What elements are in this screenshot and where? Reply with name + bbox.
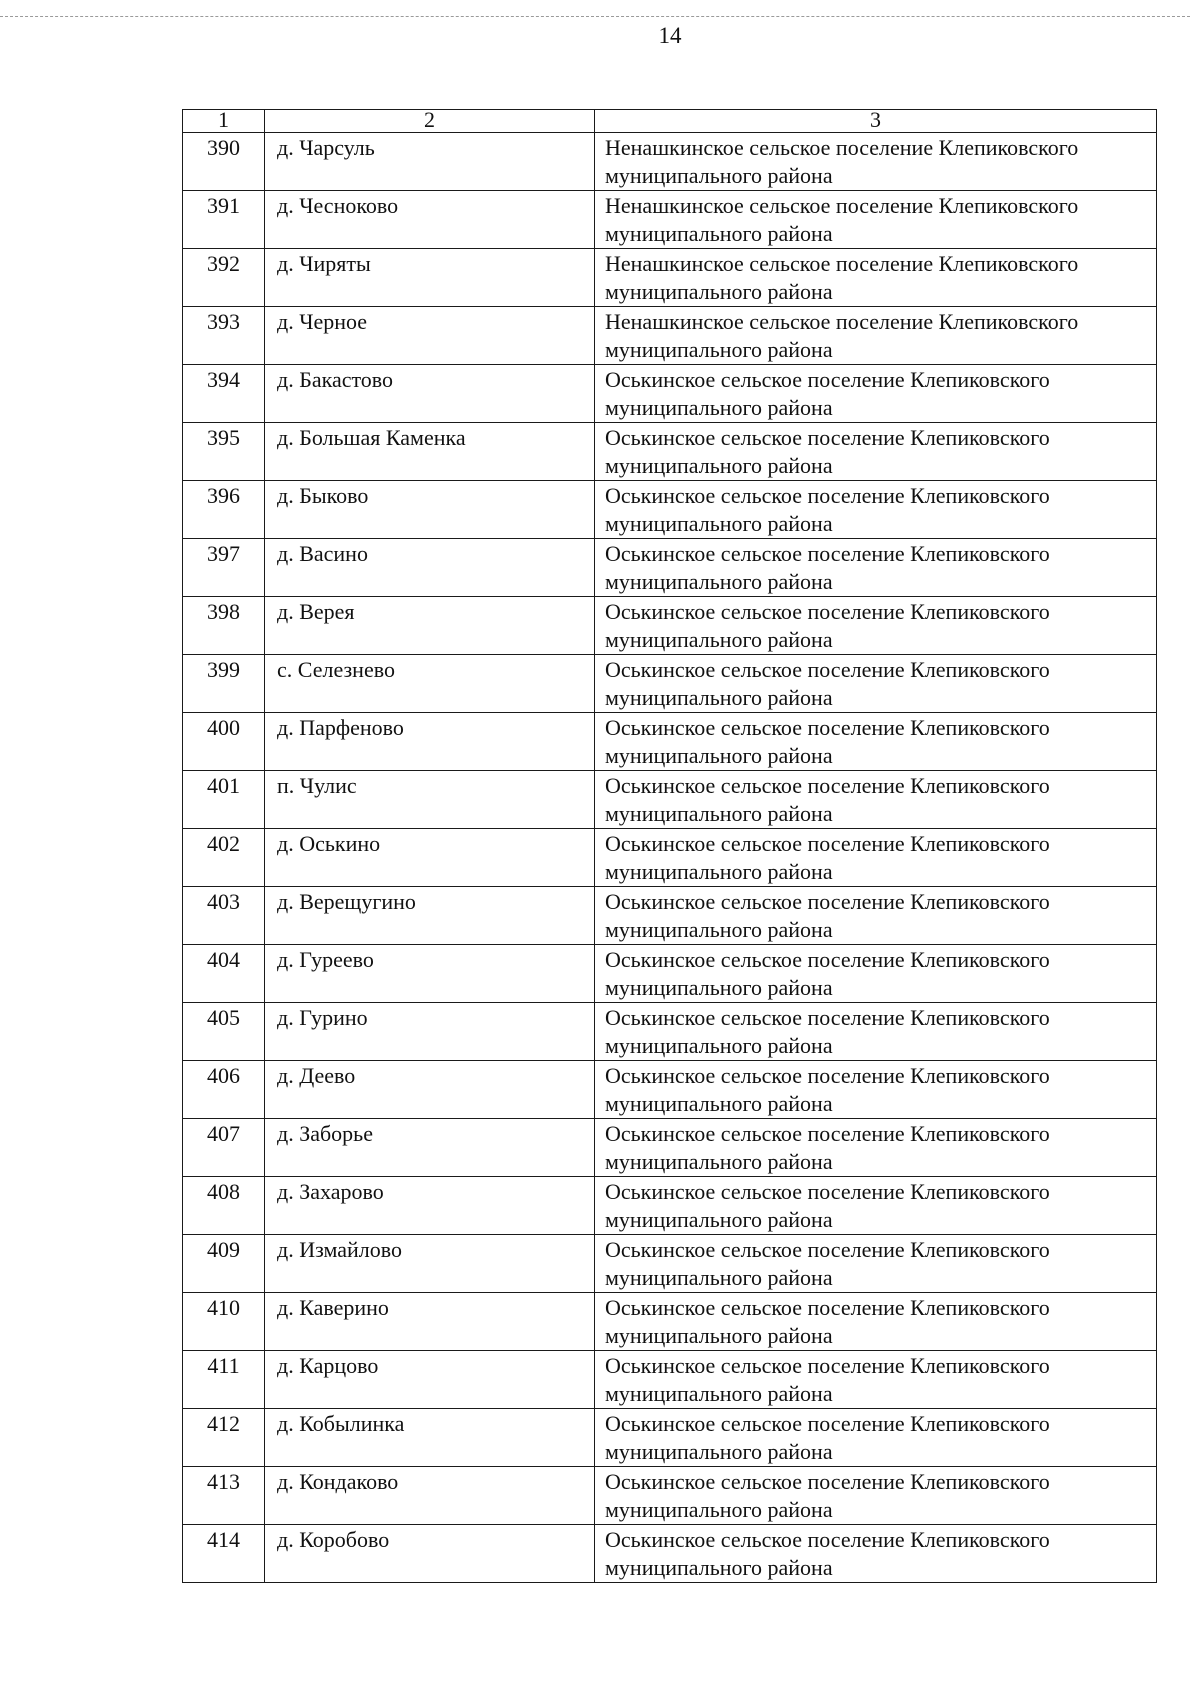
row-number: 408 <box>183 1177 265 1235</box>
municipality-line-1: Ненашкинское сельское поселение Клепиковского <box>605 309 1079 334</box>
row-number: 402 <box>183 829 265 887</box>
settlement-name: с. Селезнево <box>265 655 595 713</box>
municipality-line-2: муниципального района <box>605 1555 833 1580</box>
municipality-cell <box>595 597 1157 655</box>
settlement-name: д. Чарсуль <box>265 133 595 191</box>
municipality-line-1: Оськинское сельское поселение Клепиковского <box>605 947 1050 972</box>
municipality-cell <box>595 1525 1157 1583</box>
municipality-cell <box>595 771 1157 829</box>
table-row <box>183 829 1157 887</box>
scan-edge-line <box>0 16 1190 17</box>
row-number: 405 <box>183 1003 265 1061</box>
table-body <box>183 133 1157 1583</box>
row-number: 400 <box>183 713 265 771</box>
table-row <box>183 1235 1157 1293</box>
municipality-line-2: муниципального района <box>605 279 833 304</box>
municipality-line-1: Оськинское сельское поселение Клепиковского <box>605 831 1050 856</box>
municipality-line-1: Оськинское сельское поселение Клепиковского <box>605 483 1050 508</box>
municipality-line-2: муниципального района <box>605 395 833 420</box>
settlement-name: д. Заборье <box>265 1119 595 1177</box>
table-row <box>183 1467 1157 1525</box>
municipality-cell <box>595 365 1157 423</box>
column-header-municipality: 3 <box>595 110 1157 133</box>
settlement-name: д. Парфеново <box>265 713 595 771</box>
municipality-line-1: Оськинское сельское поселение Клепиковского <box>605 1237 1050 1262</box>
table-row <box>183 655 1157 713</box>
row-number: 414 <box>183 1525 265 1583</box>
municipality-line-2: муниципального района <box>605 1381 833 1406</box>
row-number: 395 <box>183 423 265 481</box>
municipality-cell <box>595 1003 1157 1061</box>
municipality-line-2: муниципального района <box>605 801 833 826</box>
settlements-table <box>182 109 1157 1583</box>
municipality-line-1: Оськинское сельское поселение Клепиковского <box>605 1469 1050 1494</box>
column-header-number: 1 <box>183 110 265 133</box>
table-row <box>183 1293 1157 1351</box>
row-number: 393 <box>183 307 265 365</box>
municipality-cell <box>595 249 1157 307</box>
settlement-name: д. Каверино <box>265 1293 595 1351</box>
settlement-name: д. Черное <box>265 307 595 365</box>
row-number: 410 <box>183 1293 265 1351</box>
municipality-line-2: муниципального района <box>605 1323 833 1348</box>
municipality-line-1: Оськинское сельское поселение Клепиковского <box>605 1353 1050 1378</box>
settlement-name: д. Карцово <box>265 1351 595 1409</box>
municipality-line-2: муниципального района <box>605 1439 833 1464</box>
table-row <box>183 887 1157 945</box>
municipality-line-2: муниципального района <box>605 453 833 478</box>
municipality-line-1: Оськинское сельское поселение Клепиковского <box>605 1121 1050 1146</box>
municipality-cell <box>595 713 1157 771</box>
row-number: 391 <box>183 191 265 249</box>
municipality-line-2: муниципального района <box>605 1497 833 1522</box>
municipality-cell <box>595 655 1157 713</box>
municipality-cell <box>595 133 1157 191</box>
municipality-line-1: Оськинское сельское поселение Клепиковского <box>605 1295 1050 1320</box>
settlement-name: д. Коробово <box>265 1525 595 1583</box>
settlement-name: д. Бакастово <box>265 365 595 423</box>
municipality-line-2: муниципального района <box>605 1149 833 1174</box>
municipality-cell <box>595 1293 1157 1351</box>
settlement-name: д. Верея <box>265 597 595 655</box>
row-number: 411 <box>183 1351 265 1409</box>
municipality-line-1: Оськинское сельское поселение Клепиковского <box>605 1005 1050 1030</box>
table-row <box>183 423 1157 481</box>
municipality-line-1: Ненашкинское сельское поселение Клепиковского <box>605 251 1079 276</box>
settlement-name: д. Деево <box>265 1061 595 1119</box>
settlement-name: д. Измайлово <box>265 1235 595 1293</box>
row-number: 398 <box>183 597 265 655</box>
municipality-cell <box>595 887 1157 945</box>
municipality-line-2: муниципального района <box>605 569 833 594</box>
municipality-line-2: муниципального района <box>605 1033 833 1058</box>
municipality-line-2: муниципального района <box>605 917 833 942</box>
settlement-name: д. Васино <box>265 539 595 597</box>
settlement-name: д. Быково <box>265 481 595 539</box>
settlement-name: д. Захарово <box>265 1177 595 1235</box>
table-row <box>183 771 1157 829</box>
municipality-line-1: Оськинское сельское поселение Клепиковского <box>605 1411 1050 1436</box>
table-row <box>183 1525 1157 1583</box>
municipality-line-2: муниципального района <box>605 221 833 246</box>
municipality-cell <box>595 1467 1157 1525</box>
table-row <box>183 597 1157 655</box>
municipality-cell <box>595 829 1157 887</box>
row-number: 390 <box>183 133 265 191</box>
municipality-line-2: муниципального района <box>605 627 833 652</box>
municipality-line-2: муниципального района <box>605 511 833 536</box>
municipality-line-1: Оськинское сельское поселение Клепиковского <box>605 1179 1050 1204</box>
table-row <box>183 249 1157 307</box>
municipality-line-2: муниципального района <box>605 975 833 1000</box>
municipality-line-2: муниципального района <box>605 685 833 710</box>
row-number: 399 <box>183 655 265 713</box>
row-number: 407 <box>183 1119 265 1177</box>
municipality-line-2: муниципального района <box>605 743 833 768</box>
table-row <box>183 191 1157 249</box>
municipality-line-1: Оськинское сельское поселение Клепиковского <box>605 541 1050 566</box>
municipality-line-2: муниципального района <box>605 1091 833 1116</box>
municipality-line-1: Ненашкинское сельское поселение Клепиковского <box>605 193 1079 218</box>
row-number: 394 <box>183 365 265 423</box>
row-number: 401 <box>183 771 265 829</box>
settlement-name: д. Гурино <box>265 1003 595 1061</box>
municipality-cell <box>595 1177 1157 1235</box>
municipality-line-1: Оськинское сельское поселение Клепиковского <box>605 1527 1050 1552</box>
table-row <box>183 1119 1157 1177</box>
table-header-row <box>183 110 1157 133</box>
municipality-line-2: муниципального района <box>605 1207 833 1232</box>
settlement-name: д. Чесноково <box>265 191 595 249</box>
municipality-line-2: муниципального района <box>605 337 833 362</box>
row-number: 404 <box>183 945 265 1003</box>
table-row <box>183 481 1157 539</box>
table-row <box>183 1177 1157 1235</box>
table-row <box>183 713 1157 771</box>
table-row <box>183 307 1157 365</box>
settlement-name: д. Чиряты <box>265 249 595 307</box>
settlement-name: д. Кобылинка <box>265 1409 595 1467</box>
table-row <box>183 365 1157 423</box>
table-row <box>183 945 1157 1003</box>
municipality-cell <box>595 481 1157 539</box>
settlement-name: д. Оськино <box>265 829 595 887</box>
municipality-line-1: Оськинское сельское поселение Клепиковского <box>605 599 1050 624</box>
municipality-cell <box>595 423 1157 481</box>
settlement-name: д. Верещугино <box>265 887 595 945</box>
municipality-cell <box>595 1351 1157 1409</box>
page-number: 14 <box>658 23 682 48</box>
row-number: 392 <box>183 249 265 307</box>
municipality-line-2: муниципального района <box>605 163 833 188</box>
municipality-line-1: Оськинское сельское поселение Клепиковского <box>605 657 1050 682</box>
settlement-name: д. Гуреево <box>265 945 595 1003</box>
municipality-cell <box>595 539 1157 597</box>
table-row <box>183 1003 1157 1061</box>
municipality-cell <box>595 1061 1157 1119</box>
municipality-cell <box>595 1409 1157 1467</box>
municipality-line-1: Оськинское сельское поселение Клепиковского <box>605 425 1050 450</box>
table-row <box>183 539 1157 597</box>
municipality-line-1: Оськинское сельское поселение Клепиковского <box>605 367 1050 392</box>
municipality-line-1: Оськинское сельское поселение Клепиковского <box>605 889 1050 914</box>
settlement-name: д. Большая Каменка <box>265 423 595 481</box>
row-number: 406 <box>183 1061 265 1119</box>
municipality-line-1: Оськинское сельское поселение Клепиковского <box>605 773 1050 798</box>
municipality-line-1: Оськинское сельское поселение Клепиковского <box>605 1063 1050 1088</box>
municipality-line-1: Ненашкинское сельское поселение Клепиковского <box>605 135 1079 160</box>
settlement-name: д. Кондаково <box>265 1467 595 1525</box>
row-number: 403 <box>183 887 265 945</box>
municipality-line-2: муниципального района <box>605 859 833 884</box>
row-number: 413 <box>183 1467 265 1525</box>
row-number: 396 <box>183 481 265 539</box>
table-row <box>183 1061 1157 1119</box>
settlement-name: п. Чулис <box>265 771 595 829</box>
table-row <box>183 133 1157 191</box>
municipality-cell <box>595 1119 1157 1177</box>
column-header-settlement: 2 <box>265 110 595 133</box>
row-number: 409 <box>183 1235 265 1293</box>
municipality-cell <box>595 1235 1157 1293</box>
municipality-cell <box>595 191 1157 249</box>
table-row <box>183 1409 1157 1467</box>
municipality-cell <box>595 307 1157 365</box>
municipality-line-2: муниципального района <box>605 1265 833 1290</box>
municipality-line-1: Оськинское сельское поселение Клепиковского <box>605 715 1050 740</box>
municipality-cell <box>595 945 1157 1003</box>
row-number: 397 <box>183 539 265 597</box>
row-number: 412 <box>183 1409 265 1467</box>
table-row <box>183 1351 1157 1409</box>
